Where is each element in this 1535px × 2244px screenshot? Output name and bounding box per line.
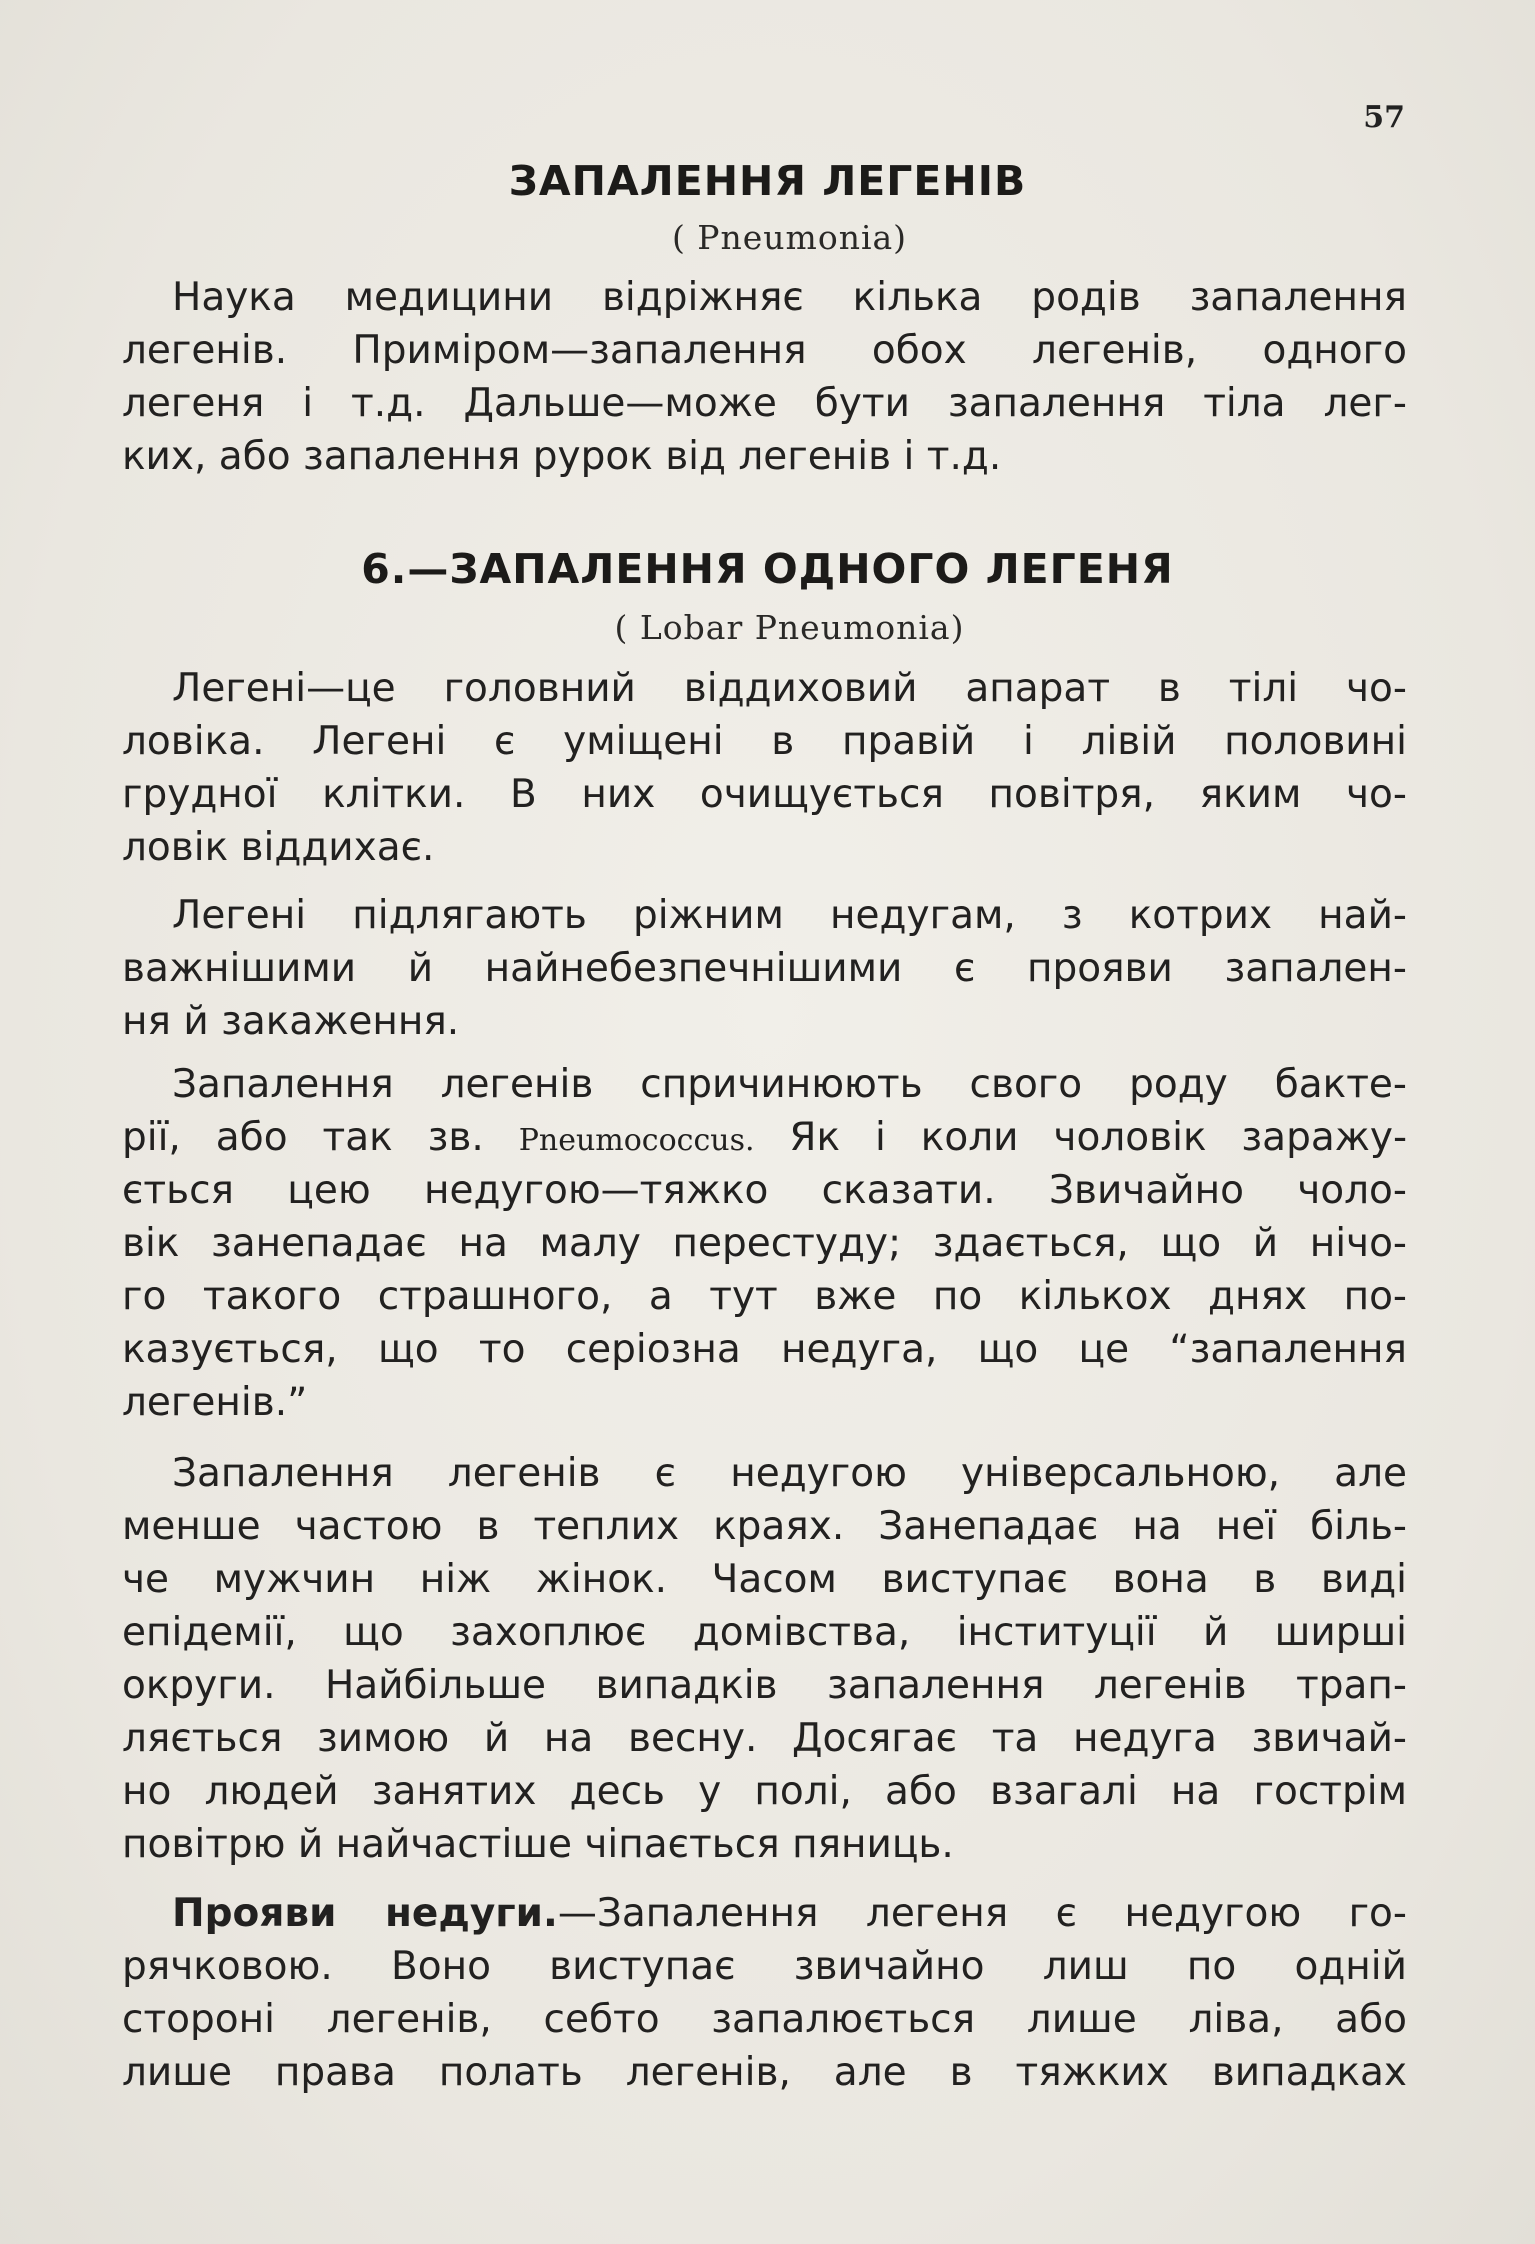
paragraph-symptoms	[122, 1887, 1407, 2099]
text-line: легенів. Приміром—запалення обох легенів, одного	[122, 328, 1407, 373]
text-line: Легені підлягають ріжним недугам, з котрих най-	[172, 893, 1407, 938]
text-line: ляється зимою й на весну. Досягає та недуга звичай-	[122, 1716, 1407, 1761]
text-line: казується, що то серіозна недуга, що це “запалення	[122, 1327, 1407, 1372]
text-line: легенів.”	[122, 1380, 308, 1425]
section-title-lobar-pneumonia: 6.—ЗАПАЛЕННЯ ОДНОГО ЛЕГЕНЯ	[361, 545, 1174, 593]
section-latin-name: ( Pneumonia)	[671, 218, 908, 257]
text-line: округи. Найбільше випадків запалення легенів трап-	[122, 1663, 1407, 1708]
latin-term: Pneumococcus.	[518, 1123, 755, 1158]
text-line: стороні легенів, себто запалюється лише ліва, або	[122, 1997, 1407, 2042]
text-line: Легені—це головний віддиховий апарат в тілі чо-	[172, 666, 1407, 711]
text-line: Наука медицини відріжняє кілька родів запалення	[172, 275, 1407, 320]
text-line: епідемії, що захоплює домівства, інституції й ширші	[122, 1610, 1407, 1655]
paragraph-intro	[122, 271, 1407, 483]
text-line: че мужчин ніж жінок. Часом виступає вона в виді	[122, 1557, 1407, 1602]
text-segment: Як і коли чоловік заражу-	[754, 1115, 1408, 1160]
text-line: грудної клітки. В них очищується повітря, яким чо-	[122, 772, 1407, 817]
text-line: легеня і т.д. Дальше—може бути запалення тіла лег-	[122, 381, 1407, 426]
paragraph-causes	[122, 1058, 1407, 1429]
paragraph-epidemiology	[122, 1447, 1407, 1871]
section-latin-name: ( Lobar Pneumonia)	[614, 608, 965, 647]
section-title-pneumonia: ЗАПАЛЕННЯ ЛЕГЕНІВ	[508, 157, 1027, 205]
text-line	[122, 1111, 1407, 1164]
text-line: Запалення легенів спричинюють свого роду бакте-	[172, 1062, 1407, 1107]
paragraph-diseases	[122, 889, 1407, 1048]
text-line: менше частою в теплих краях. Занепадає на неї біль-	[122, 1504, 1407, 1549]
text-line: ня й закаження.	[122, 999, 460, 1044]
text-line: Запалення легенів є недугою універсальною, але	[172, 1451, 1407, 1496]
text-line: ловік віддихає.	[122, 825, 435, 870]
text-line: го такого страшного, а тут вже по кількох днях по-	[122, 1274, 1407, 1319]
text-line: важнішими й найнебезпечнішими є прояви запален-	[122, 946, 1407, 991]
text-line: но людей занятих десь у полі, або взагалі на гострім	[122, 1769, 1407, 1814]
text-line: ловіка. Легені є уміщені в правій і лівій половині	[122, 719, 1407, 764]
text-line: ється цею недугою—тяжко сказати. Звичайно чоло-	[122, 1168, 1407, 1213]
bold-lead: Прояви недуги.	[172, 1891, 558, 1936]
page-number: 57	[1363, 100, 1405, 135]
text-line: повітрю й найчастіше чіпається пяниць.	[122, 1822, 954, 1867]
text-segment: рії, або так зв.	[122, 1115, 519, 1160]
paragraph-lungs	[122, 662, 1407, 874]
text-line: рячковою. Воно виступає звичайно лиш по одній	[122, 1944, 1407, 1989]
text-line: лише права полать легенів, але в тяжких випадках	[122, 2050, 1407, 2095]
text-line	[122, 1887, 1407, 1940]
text-line: ких, або запалення рурок від легенів і т.д.	[122, 434, 1002, 479]
text-segment: —Запалення легеня є недугою го-	[557, 1891, 1407, 1936]
text-line: вік занепадає на малу перестуду; здається, що й нічо-	[122, 1221, 1407, 1266]
